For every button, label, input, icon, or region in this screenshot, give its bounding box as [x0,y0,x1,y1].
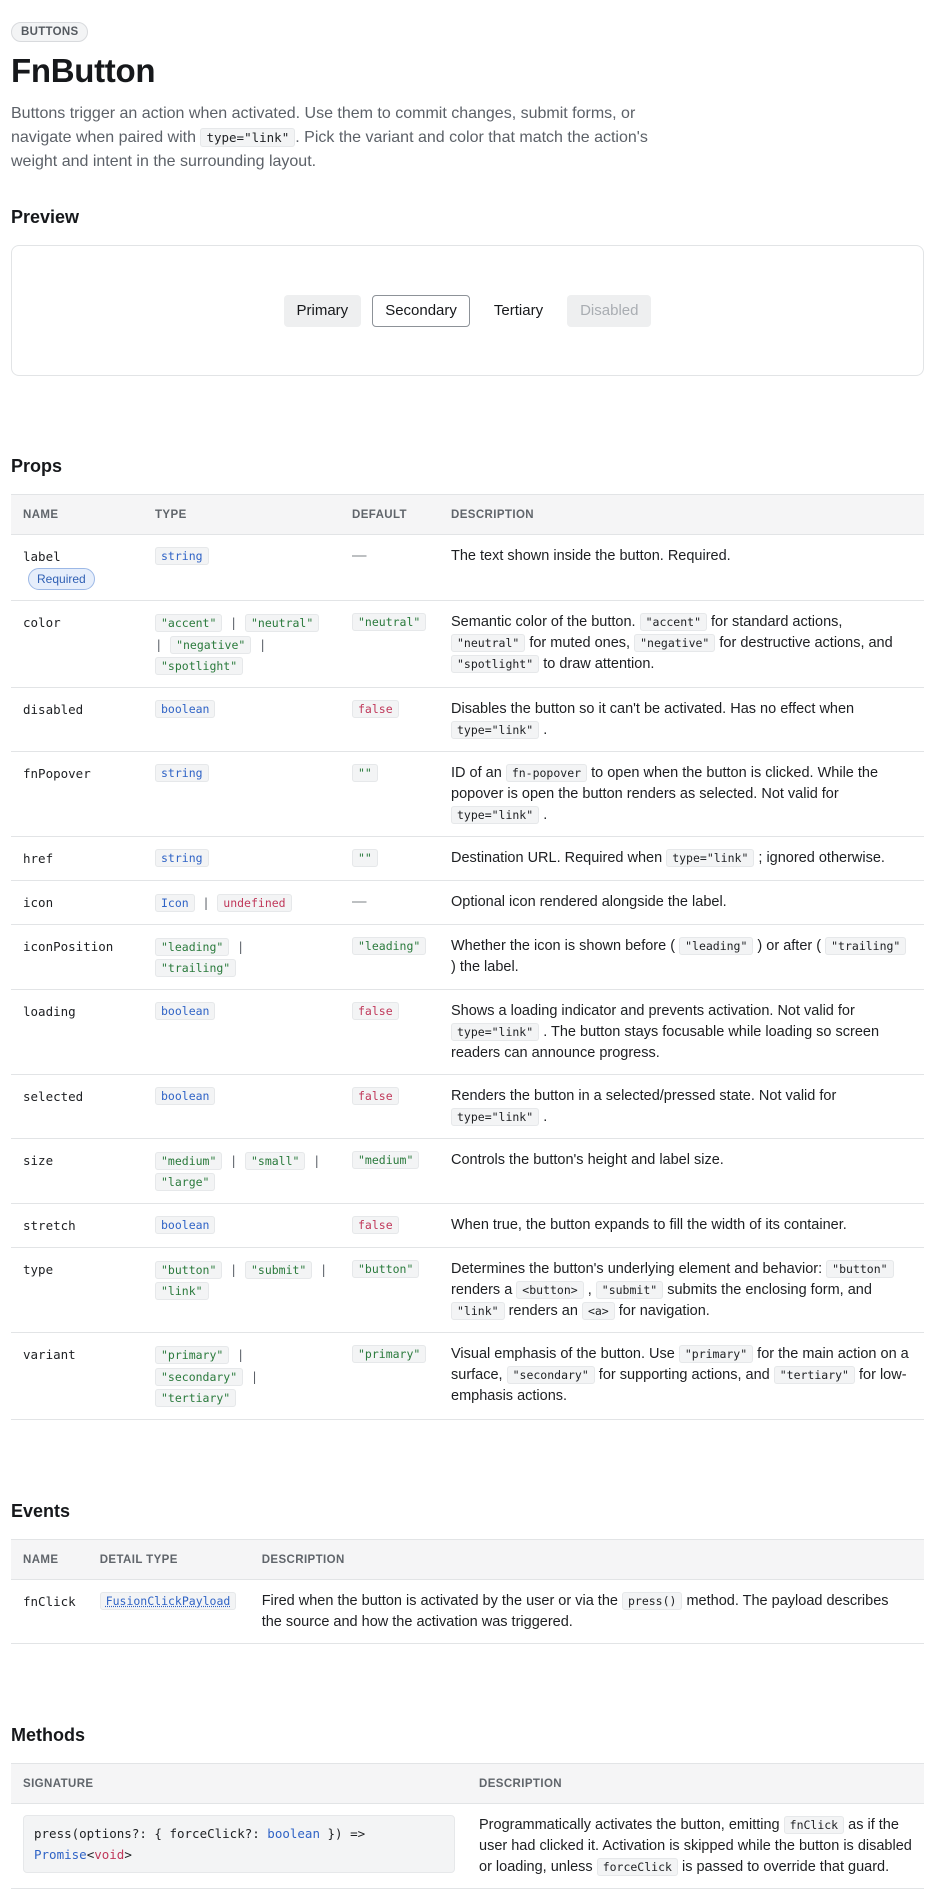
prop-description-cell [439,1139,924,1204]
table-row [11,1804,924,1889]
prop-name-cell [11,1139,143,1204]
event-detail-cell [88,1580,250,1644]
events-col-description: DESCRIPTION [250,1540,924,1580]
description-text: is passed to override that guard. [677,1859,890,1875]
description-text: Disables the button so it can't be activated. Has no effect when [451,701,855,717]
type-separator: | [312,1262,328,1277]
table-row [11,881,924,925]
methods-col-description: DESCRIPTION [467,1764,924,1804]
default-none: — [352,548,367,564]
prop-name-cell [11,1075,143,1139]
prop-description-cell [439,990,924,1075]
type-separator: | [222,1153,245,1168]
description-text: Controls the button's height and label size. [451,1152,724,1168]
prop-name: icon [23,895,54,910]
type-token: "medium" [155,1152,222,1170]
intro-code: type="link" [200,128,295,147]
type-token: "secondary" [155,1368,243,1386]
methods-heading: Methods [11,1725,85,1745]
methods-table-body [11,1804,924,1889]
type-separator: | [155,637,171,652]
event-name-cell [11,1580,88,1644]
prop-default-cell [340,881,439,925]
default-value: "medium" [352,1151,419,1169]
table-row [11,1580,924,1644]
prop-description-cell [439,688,924,752]
prop-name-cell [11,601,143,688]
type-token: "large" [155,1173,215,1191]
prop-default-cell [340,1075,439,1139]
events-heading: Events [11,1501,71,1521]
inline-code: press() [622,1592,682,1610]
events-table-body [11,1580,924,1644]
description-text: for muted ones, [525,635,635,651]
prop-name-cell [11,535,143,601]
type-token: string [155,849,209,867]
default-value: false [352,1002,399,1020]
prop-name: type [23,1262,54,1277]
primary-button[interactable]: Primary [284,295,362,327]
type-token: "button" [155,1261,222,1279]
inline-code: fnClick [784,1816,844,1834]
prop-name: selected [23,1089,84,1104]
description-text: renders a [451,1282,517,1298]
description-text: submits the enclosing form, and [663,1282,872,1298]
type-separator: | [251,637,267,652]
signature-token: Promise [34,1847,87,1862]
table-row [11,601,924,688]
prop-name: iconPosition [23,939,114,954]
inline-code: "neutral" [451,634,525,652]
category-badge: BUTTONS [11,22,88,42]
prop-name: stretch [23,1218,76,1233]
inline-code: "link" [451,1302,505,1320]
description-text: . The button stays focusable while loading so screen readers can announce progress. [451,1024,880,1061]
prop-type-cell [143,601,340,688]
default-value: false [352,1216,399,1234]
prop-default-cell [340,990,439,1075]
description-text: When true, the button expands to fill the width of its container. [451,1217,847,1233]
prop-type-cell [143,837,340,881]
inline-code: "spotlight" [451,655,539,673]
default-none: — [352,894,367,910]
description-text: Destination URL. Required when [451,850,667,866]
description-text: . [539,1109,548,1125]
inline-code: type="link" [451,1023,539,1041]
signature-token: void [94,1847,125,1862]
prop-type-cell [143,1075,340,1139]
detail-type-link[interactable]: FusionClickPayload [100,1592,237,1610]
type-separator: | [243,1369,259,1384]
description-text: for the main action on a surface, [451,1346,909,1383]
description-text: Whether the icon is shown before ( [451,938,680,954]
preview-heading: Preview [11,207,80,227]
intro-text-before: Buttons trigger an action when activated. Use them to commit changes, submit forms, or navigate when paired with [11,105,636,146]
type-token: "small" [245,1152,305,1170]
type-separator: | [194,895,218,910]
type-token: "negative" [170,636,251,654]
description-text: ID of an [451,765,506,781]
prop-description-cell [439,1075,924,1139]
type-token: "tertiary" [155,1389,236,1407]
description-text: ) or after ( [753,938,826,954]
inline-code: "secondary" [507,1366,595,1384]
prop-default-cell [340,1248,439,1333]
type-token: "link" [155,1282,209,1300]
inline-code: "trailing" [825,937,906,955]
methods-table [11,1763,924,1889]
type-token: "leading" [155,938,229,956]
table-row [11,1204,924,1248]
prop-type-cell [143,1139,340,1204]
table-row [11,1139,924,1204]
props-heading: Props [11,456,63,476]
description-text: for navigation. [614,1303,710,1319]
prop-default-cell [340,837,439,881]
props-col-default: DEFAULT [340,495,439,535]
inline-code: <button> [516,1281,583,1299]
type-separator: | [222,615,245,630]
inline-code: forceClick [597,1858,678,1876]
type-token: "neutral" [245,614,319,632]
description-text: Optional icon rendered alongside the label. [451,894,727,910]
props-table [11,494,924,1420]
description-text: Semantic color of the button. [451,614,640,630]
prop-type-cell [143,535,340,601]
prop-description-cell [439,1333,924,1420]
description-text: Shows a loading indicator and prevents activation. Not valid for [451,1003,855,1019]
type-token: boolean [155,1087,215,1105]
prop-type-cell [143,752,340,837]
events-header-row [11,1540,924,1580]
method-signature [23,1815,455,1873]
events-col-detail-type: DETAIL TYPE [88,1540,250,1580]
description-text: ) the label. [451,959,519,975]
table-row [11,752,924,837]
prop-default-cell [340,752,439,837]
props-col-name: NAME [11,495,143,535]
table-row [11,688,924,752]
inline-code: "tertiary" [774,1366,855,1384]
inline-code: "accent" [640,613,707,631]
description-text: method. The payload describes the source and how the activation was triggered. [261,1593,889,1630]
required-badge: Required [28,568,95,590]
prop-description-cell [439,535,924,601]
inline-code: "primary" [679,1345,753,1363]
preview-panel [11,245,924,376]
description-text: ; ignored otherwise. [754,850,885,866]
signature-token: > [124,1847,132,1862]
description-text: to draw attention. [539,656,655,672]
type-separator: | [229,939,245,954]
inline-code: "leading" [679,937,753,955]
default-value: "leading" [352,937,426,955]
prop-name-cell [11,881,143,925]
inline-code: type="link" [666,849,754,867]
type-token: string [155,547,209,565]
default-value: "button" [352,1260,419,1278]
prop-default-cell [340,1204,439,1248]
prop-name: label [23,549,61,564]
prop-name-cell [11,837,143,881]
prop-default-cell [340,601,439,688]
type-token: boolean [155,700,215,718]
description-text: for destructive actions, and [715,635,893,651]
description-text: as if the user had clicked it. Activation is skipped while the button is disabled or loading, unless [479,1817,912,1875]
prop-type-cell [143,1248,340,1333]
inline-code: "button" [826,1260,893,1278]
inline-code: "submit" [596,1281,663,1299]
description-text: to open when the button is clicked. While the popover is open the button renders as selected. Not valid for [451,765,879,802]
disabled-button: Disabled [567,295,651,327]
description-text: Programmatically activates the button, emitting [479,1817,784,1833]
inline-code: fn-popover [506,764,587,782]
prop-name: color [23,615,61,630]
default-value: false [352,1087,399,1105]
props-header-row [11,495,924,535]
props-col-type: TYPE [143,495,340,535]
description-text: Fired when the button is activated by the user or via the [261,1593,622,1609]
method-signature-cell [11,1804,467,1889]
prop-type-cell [143,1333,340,1420]
prop-default-cell [340,925,439,990]
type-token: boolean [155,1002,215,1020]
description-text: . [539,807,548,823]
inline-code: <a> [582,1302,615,1320]
page-intro [11,102,691,174]
prop-name-cell [11,1204,143,1248]
inline-code: "negative" [634,634,715,652]
methods-header-row [11,1764,924,1804]
type-separator: | [305,1153,321,1168]
signature-token: boolean [267,1826,320,1841]
type-token: "trailing" [155,959,236,977]
prop-name-cell [11,752,143,837]
prop-description-cell [439,881,924,925]
prop-description-cell [439,752,924,837]
inline-code: type="link" [451,721,539,739]
event-name: fnClick [23,1594,76,1609]
default-value: "neutral" [352,613,426,631]
signature-token: }) => [319,1826,366,1841]
prop-name-cell [11,688,143,752]
events-table [11,1539,924,1644]
prop-description-cell [439,1204,924,1248]
description-text: . [539,722,548,738]
description-text: for low-emphasis actions. [451,1367,907,1404]
type-token: string [155,764,209,782]
prop-default-cell [340,1139,439,1204]
description-text: for supporting actions, and [594,1367,774,1383]
prop-name: fnPopover [23,766,91,781]
table-row [11,535,924,601]
default-value: false [352,700,399,718]
table-row [11,1075,924,1139]
type-token: "submit" [245,1261,312,1279]
description-text: renders an [504,1303,582,1319]
event-description-cell [250,1580,924,1644]
prop-name: disabled [23,702,84,717]
type-separator: | [222,1262,245,1277]
description-text: Visual emphasis of the button. Use [451,1346,679,1362]
signature-token: press(options?: { forceClick?: [34,1826,268,1841]
type-token: "primary" [155,1346,229,1364]
prop-type-cell [143,925,340,990]
props-col-description: DESCRIPTION [439,495,924,535]
default-value: "" [352,764,378,782]
type-token: Icon [155,894,195,912]
secondary-button[interactable]: Secondary [372,295,470,327]
prop-type-cell [143,688,340,752]
prop-type-cell [143,881,340,925]
methods-col-signature: SIGNATURE [11,1764,467,1804]
prop-default-cell [340,688,439,752]
signature-token: < [86,1847,95,1862]
prop-description-cell [439,1248,924,1333]
prop-description-cell [439,925,924,990]
prop-name: variant [23,1347,76,1362]
description-text: for standard actions, [707,614,843,630]
tertiary-button[interactable]: Tertiary [481,295,556,327]
method-description-cell [467,1804,924,1889]
type-separator: | [229,1347,245,1362]
description-text: Determines the button's underlying element and behavior: [451,1261,827,1277]
table-row [11,837,924,881]
table-row [11,925,924,990]
prop-name: size [23,1153,54,1168]
events-col-name: NAME [11,1540,88,1580]
prop-default-cell [340,1333,439,1420]
prop-name-cell [11,990,143,1075]
inline-code: type="link" [451,1108,539,1126]
table-row [11,1333,924,1420]
page-title: FnButton [11,52,156,89]
table-row [11,990,924,1075]
prop-name: href [23,851,54,866]
prop-name-cell [11,1333,143,1420]
table-row [11,1248,924,1333]
type-token: "spotlight" [155,657,243,675]
default-value: "primary" [352,1345,426,1363]
prop-type-cell [143,990,340,1075]
prop-name-cell [11,1248,143,1333]
intro-text-after: . Pick the variant and color that match the action's weight and intent in the surrounding layout. [11,129,648,170]
type-token: boolean [155,1216,215,1234]
prop-description-cell [439,837,924,881]
prop-type-cell [143,1204,340,1248]
type-token: "accent" [155,614,222,632]
inline-code: type="link" [451,806,539,824]
description-text: Renders the button in a selected/pressed state. Not valid for [451,1088,837,1104]
prop-name-cell [11,925,143,990]
description-text: , [583,1282,596,1298]
prop-name: loading [23,1004,76,1019]
type-token: undefined [217,894,291,912]
props-table-body [11,535,924,1420]
description-text: The text shown inside the button. Required. [451,548,731,564]
default-value: "" [352,849,378,867]
prop-description-cell [439,601,924,688]
prop-default-cell [340,535,439,601]
